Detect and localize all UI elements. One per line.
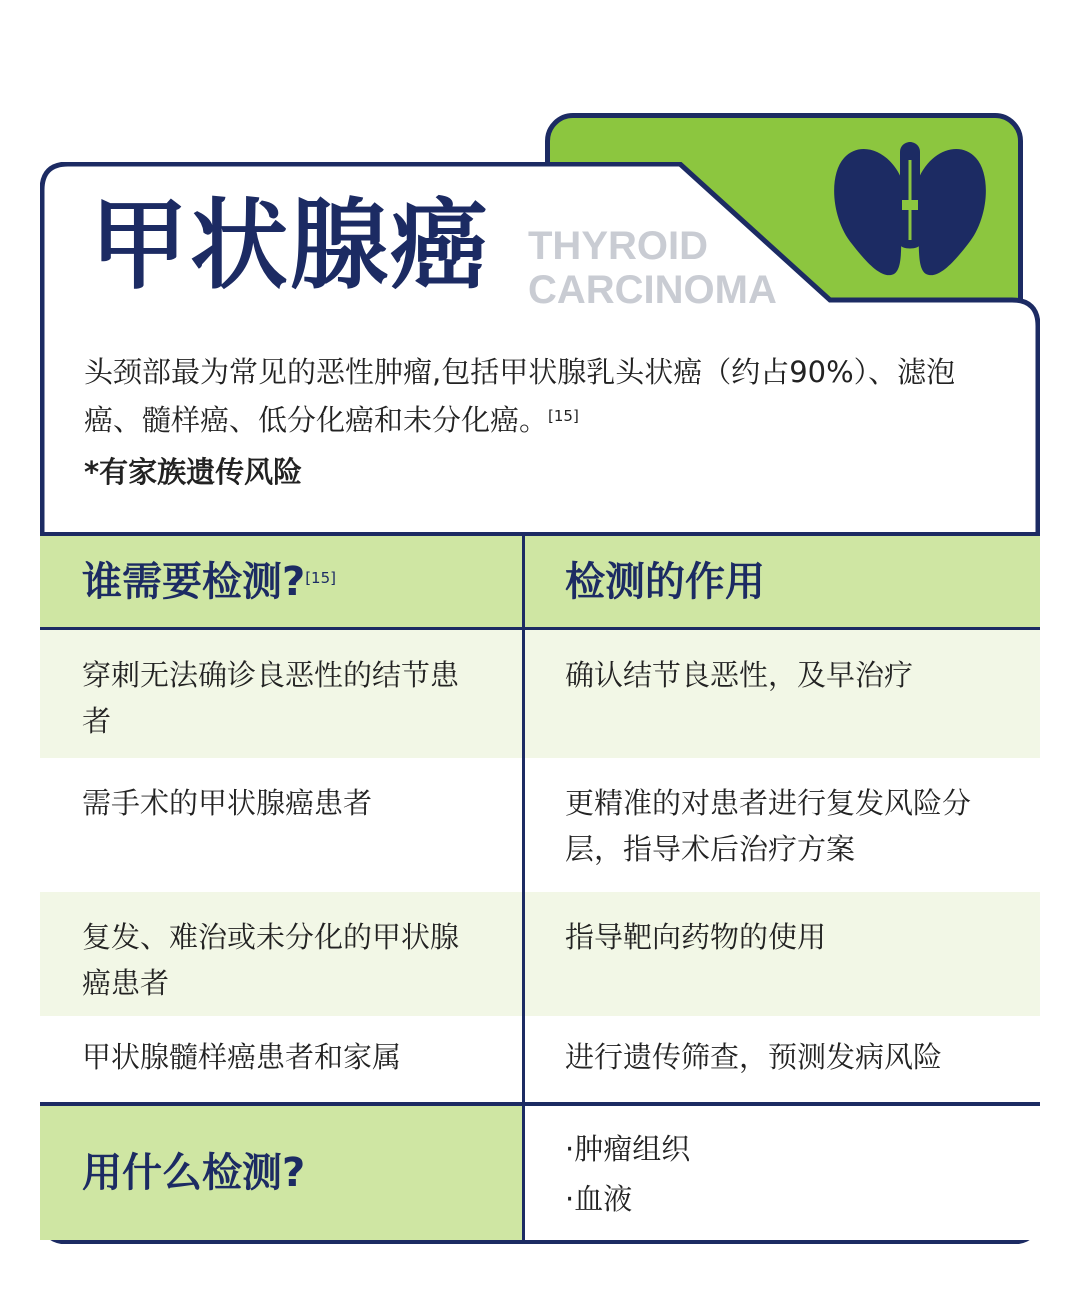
header-who-label: 谁需要检测?: [82, 558, 306, 605]
header-who-reference: [15]: [305, 568, 336, 587]
who-cell: 穿刺无法确诊良恶性的结节患者: [40, 630, 525, 758]
method-list: [525, 1106, 1040, 1240]
table-header-row: [40, 532, 1040, 630]
method-item-blood: ·血液: [565, 1182, 633, 1216]
intro-text: 头颈部最为常见的恶性肿瘤,包括甲状腺乳头状癌（约占90%）、滤泡癌、髓样癌、低分化癌和未分化癌。: [84, 355, 956, 437]
header-who: [40, 536, 525, 627]
testing-table: [40, 532, 1040, 1240]
purpose-cell: 更精准的对患者进行复发风险分层，指导术后治疗方案: [565, 786, 972, 866]
page-title: 甲状腺癌: [90, 189, 491, 303]
table-row: [40, 892, 1040, 1016]
intro-paragraph: [84, 348, 1004, 444]
english-title-line2: CARCINOMA: [528, 268, 777, 312]
method-row: [40, 1102, 1040, 1240]
intro-reference: [15]: [548, 407, 579, 425]
header-purpose: 检测的作用: [565, 558, 765, 605]
english-title: [528, 224, 777, 312]
who-cell: 需手术的甲状腺癌患者: [40, 758, 525, 892]
english-title-line1: THYROID: [528, 224, 708, 268]
family-risk-note: *有家族遗传风险: [84, 455, 303, 489]
purpose-cell: 进行遗传筛查，预测发病风险: [565, 1040, 943, 1074]
method-label: 用什么检测?: [40, 1106, 525, 1240]
info-card: [40, 162, 1040, 1244]
purpose-cell: 确认结节良恶性，及早治疗: [565, 658, 914, 692]
table-row: [40, 630, 1040, 758]
purpose-cell: 指导靶向药物的使用: [565, 920, 827, 954]
who-cell: 甲状腺髓样癌患者和家属: [40, 1016, 525, 1102]
method-item-tissue: ·肿瘤组织: [565, 1132, 691, 1166]
who-cell: 复发、难治或未分化的甲状腺癌患者: [40, 892, 525, 1016]
table-row: [40, 758, 1040, 892]
table-row: [40, 1016, 1040, 1102]
